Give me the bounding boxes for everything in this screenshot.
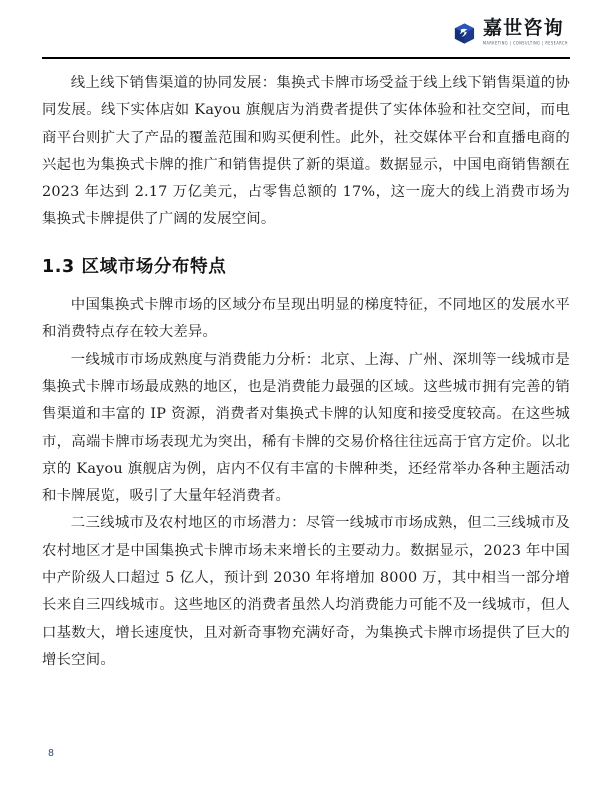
logo-text-wrap bbox=[483, 19, 568, 46]
cube-logo-icon bbox=[453, 22, 476, 45]
paragraph-online-offline-channels: 线上线下销售渠道的协同发展：集换式卡牌市场受益于线上线下销售渠道的协同发展。线下实体店如 Kayou 旗舰店为消费者提供了实体体验和社交空间，而电商平台则扩大了产品的覆盖范围和购买便利性。此外，社交媒体平台和直播电商的兴起也为集换式卡牌的推广和销售提供了新的渠道。数据显示，中国电商销售额在 2023 年达到 2.17 万亿美元，占零售总额的 17%，这一庞大的线上消费市场为集换式卡牌提供了广阔的发展空间。 bbox=[42, 75, 570, 228]
page-number: 8 bbox=[48, 748, 55, 759]
page-content bbox=[42, 70, 570, 674]
paragraph-tier1-cities: 一线城市市场成熟度与消费能力分析：北京、上海、广州、深圳等一线城市是集换式卡牌市场最成熟的地区，也是消费能力最强的区域。这些城市拥有完善的销售渠道和丰富的 IP 资源，消费者对集换式卡牌的认知度和接受度较高。在这些城市，高端卡牌市场表现尤为突出，稀有卡牌的交易价格往往远高于官方定价。以北京的 Kayou 旗舰店为例，店内不仅有丰富的卡牌种类，还经常举办各种主题活动和卡牌展览，吸引了大量年轻消费者。 bbox=[42, 351, 570, 505]
paragraph-tier23-and-rural: 二三线城市及农村地区的市场潜力：尽管一线城市市场成熟，但二三线城市及农村地区才是中国集换式卡牌市场未来增长的主要动力。数据显示，2023 年中国中产阶级人口超过 5 亿人，预计到 2030 年将增加 8000 万，其中相当一部分增长来自三四线城市。这些地区的消费者虽然人均消费能力可能不及一线城市，但人口基数大，增长速度快，且对新奇事物充满好奇，为集换式卡牌市场提供了巨大的增长空间。 bbox=[42, 515, 570, 668]
section-1-3-body bbox=[42, 292, 570, 674]
company-tagline: MARKETING | CONSULTING | RESEARCH bbox=[482, 41, 568, 46]
company-name: 嘉世咨询 bbox=[482, 17, 564, 39]
company-logo bbox=[453, 19, 568, 46]
page-header bbox=[0, 0, 612, 62]
section-heading-1-3: 1.3 区域市场分布特点 bbox=[42, 256, 227, 277]
header-divider bbox=[42, 57, 570, 59]
paragraph-regional-distribution-intro: 中国集换式卡牌市场的区域分布呈现出明显的梯度特征，不同地区的发展水平和消费特点存在较大差异。 bbox=[42, 297, 570, 341]
